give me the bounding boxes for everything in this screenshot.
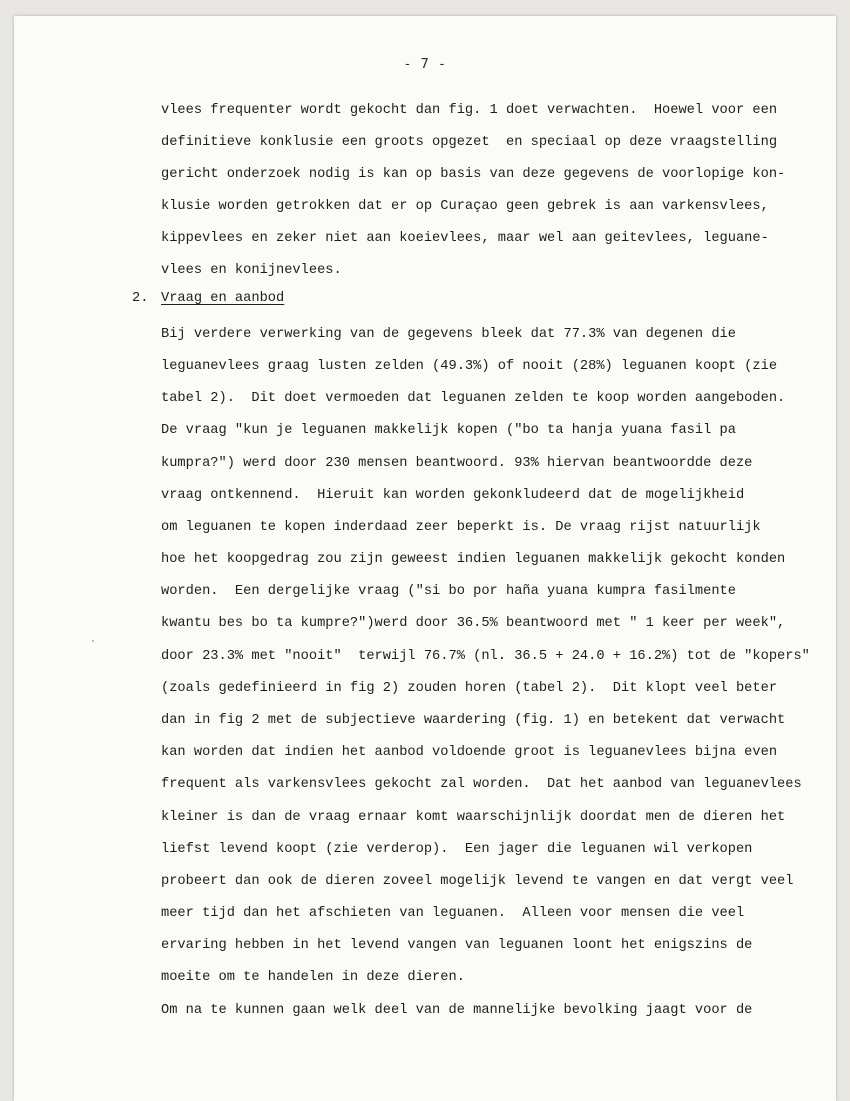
- text-line: liefst levend koopt (zie verderop). Een jager die leguanen wil verkopen: [161, 842, 753, 857]
- text-line: klusie worden getrokken dat er op Curaçao geen gebrek is aan varkensvlees,: [161, 199, 769, 214]
- text-line: tabel 2). Dit doet vermoeden dat leguanen zelden te koop worden aangeboden.: [161, 391, 786, 406]
- text-line: kippevlees en zeker niet aan koeievlees, maar wel aan geitevlees, leguane-: [161, 231, 769, 246]
- text-line: definitieve konklusie een groots opgezet en speciaal op deze vraagstelling: [161, 135, 778, 150]
- text-line: vraag ontkennend. Hieruit kan worden gekonkludeerd dat de mogelijkheid: [161, 488, 745, 503]
- text-line: vlees frequenter wordt gekocht dan fig. 1 doet verwachten. Hoewel voor een: [161, 103, 778, 118]
- text-line: moeite om te handelen in deze dieren.: [161, 970, 465, 985]
- text-line: kleiner is dan de vraag ernaar komt waarschijnlijk doordat men de dieren het: [161, 810, 786, 825]
- section-title: Vraag en aanbod: [161, 291, 285, 306]
- text-line: meer tijd dan het afschieten van leguanen. Alleen voor mensen die veel: [161, 906, 745, 921]
- text-line: vlees en konijnevlees.: [161, 263, 342, 278]
- text-line: worden. Een dergelijke vraag ("si bo por haña yuana kumpra fasilmente: [161, 584, 736, 599]
- text-line: De vraag "kun je leguanen makkelijk kopen ("bo ta hanja yuana fasil pa: [161, 423, 736, 438]
- text-line: ervaring hebben in het levend vangen van leguanen loont het enigszins de: [161, 938, 753, 953]
- text-line: (zoals gedefinieerd in fig 2) zouden horen (tabel 2). Dit klopt veel beter: [161, 681, 778, 696]
- section-number: 2.: [132, 291, 149, 306]
- text-line: hoe het koopgedrag zou zijn geweest indien leguanen makkelijk gekocht konden: [161, 552, 786, 567]
- text-line: kumpra?") werd door 230 mensen beantwoord. 93% hiervan beantwoordde deze: [161, 456, 753, 471]
- text-line: om leguanen te kopen inderdaad zeer beperkt is. De vraag rijst natuurlijk: [161, 520, 761, 535]
- text-line: probeert dan ook de dieren zoveel mogelijk levend te vangen en dat vergt veel: [161, 874, 794, 889]
- text-line: Om na te kunnen gaan welk deel van de mannelijke bevolking jaagt voor de: [161, 1003, 753, 1018]
- text-line: Bij verdere verwerking van de gegevens bleek dat 77.3% van degenen die: [161, 327, 736, 342]
- text-line: gericht onderzoek nodig is kan op basis van deze gegevens de voorlopige kon-: [161, 167, 786, 182]
- text-line: dan in fig 2 met de subjectieve waardering (fig. 1) en betekent dat verwacht: [161, 713, 786, 728]
- text-line: door 23.3% met "nooit" terwijl 76.7% (nl. 36.5 + 24.0 + 16.2%) tot de "kopers": [161, 649, 810, 664]
- text-line: kan worden dat indien het aanbod voldoende groot is leguanevlees bijna even: [161, 745, 778, 760]
- page-number: - 7 -: [403, 56, 447, 72]
- text-line: frequent als varkensvlees gekocht zal worden. Dat het aanbod van leguanevlees: [161, 777, 802, 792]
- text-line: kwantu bes bo ta kumpre?")werd door 36.5% beantwoord met " 1 keer per week",: [161, 616, 786, 631]
- paper-speck: [92, 640, 94, 642]
- text-line: leguanevlees graag lusten zelden (49.3%) of nooit (28%) leguanen koopt (zie: [161, 359, 778, 374]
